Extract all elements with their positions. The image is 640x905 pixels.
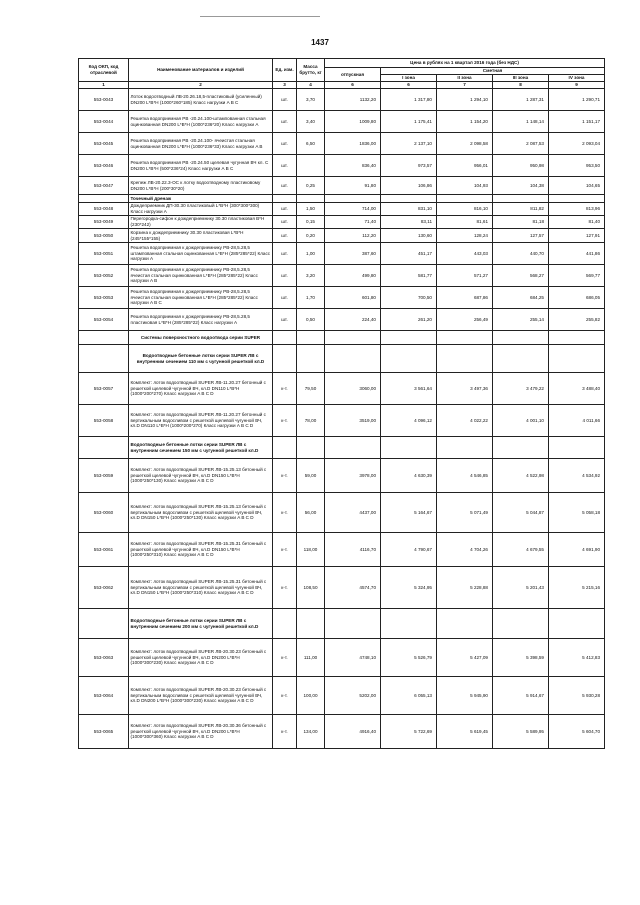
row-release-price: 3978,00	[325, 459, 381, 493]
row-unit: к-т.	[273, 715, 297, 749]
row-zone-1-price: 973,57	[381, 155, 437, 177]
row-unit: к-т.	[273, 493, 297, 533]
row-mass: 118,00	[297, 533, 325, 567]
row-code: 553-0044	[79, 111, 129, 133]
row-mass: 78,00	[297, 405, 325, 437]
row-name: Решетка водоприемная РВ -20.24.100- ячеистая стальная оцинкованная DN200 L*B*H (1000*236*33) Класс нагрузки A B	[129, 133, 273, 155]
row-zone-3-price: 4 001,10	[493, 405, 549, 437]
row-code: 553-0058	[79, 405, 129, 437]
row-zone-2-price: 256,49	[437, 309, 493, 331]
section-row	[79, 437, 605, 459]
row-zone-2-price: 5 228,88	[437, 567, 493, 609]
column-number: 6	[325, 82, 381, 89]
row-mass: 0,50	[297, 309, 325, 331]
row-name: Комплект: лоток водоотводный SUPER ЛВ-15.25.31 бетонный с решеткой щелевой чугунной ВЧ, кл.D DN150 L*B*H (1000*250*310) Класс нагрузки A B C D	[129, 533, 273, 567]
row-zone-3-price: 4 522,98	[493, 459, 549, 493]
row-unit: шт.	[273, 265, 297, 287]
row-mass: 6,50	[297, 133, 325, 155]
row-zone-3-price: 4 679,55	[493, 533, 549, 567]
row-zone-4-price: 3 488,40	[549, 373, 605, 405]
header-zone-3: III зона	[493, 75, 549, 82]
row-zone-1-price	[381, 331, 437, 345]
header-estimate: Сметная	[381, 68, 605, 75]
table-row	[79, 493, 605, 533]
row-mass	[297, 609, 325, 639]
row-zone-2-price	[437, 345, 493, 373]
row-mass	[297, 195, 325, 203]
row-zone-4-price: 686,05	[549, 287, 605, 309]
row-zone-1-price: 1 175,41	[381, 111, 437, 133]
row-name: Комплект: лоток водоотводный SUPER ЛВ-11.20.27 бетонный с решеткой щелевой чугунной ВЧ, кл.D DN110 L*B*H (1000*200*270) Класс нагрузки A B C D	[129, 373, 273, 405]
row-mass: 1,50	[297, 203, 325, 216]
row-code: 553-0051	[79, 243, 129, 265]
row-zone-2-price: 4 022,22	[437, 405, 493, 437]
header-name: Наименование материалов и изделий	[129, 59, 273, 82]
row-zone-4-price: 4 011,66	[549, 405, 605, 437]
row-zone-2-price: 81,61	[437, 216, 493, 229]
row-zone-1-price: 106,86	[381, 177, 437, 195]
row-name: Дождеприемник ДП-30.30 пластиковый L*B*H (300*300*300) Класс нагрузки A	[129, 203, 273, 216]
column-number: 2	[129, 82, 273, 89]
row-mass	[297, 437, 325, 459]
row-code: 553-0053	[79, 287, 129, 309]
row-mass: 56,00	[297, 493, 325, 533]
row-unit: к-т.	[273, 677, 297, 715]
header-zone-1: I зона	[381, 75, 437, 82]
row-zone-2-price: 4 704,26	[437, 533, 493, 567]
header-unit: Ед. изм.	[273, 59, 297, 82]
row-zone-4-price: 441,86	[549, 243, 605, 265]
row-zone-2-price: 5 945,90	[437, 677, 493, 715]
row-zone-1-price: 83,11	[381, 216, 437, 229]
row-code: 553-0049	[79, 216, 129, 229]
column-number: 1	[79, 82, 129, 89]
column-number: 6	[381, 82, 437, 89]
row-zone-2-price	[437, 195, 493, 203]
row-code	[79, 609, 129, 639]
row-zone-4-price: 5 058,18	[549, 493, 605, 533]
row-zone-2-price: 1 294,10	[437, 89, 493, 111]
row-mass: 111,00	[297, 639, 325, 677]
row-zone-1-price: 581,77	[381, 265, 437, 287]
row-code: 553-0064	[79, 677, 129, 715]
row-name: Комплект: лоток водоотводный SUPER ЛВ-20.30.23 бетонный с вертикальным водосливом с решеткой щелевой чугунной ВЧ, кл.D DN200 L*B*H (1000*300*230) Класс нагрузки A B C D	[129, 677, 273, 715]
row-code	[79, 195, 129, 203]
row-zone-1-price: 5 164,67	[381, 493, 437, 533]
row-release-price: 1836,00	[325, 133, 381, 155]
row-zone-4-price	[549, 195, 605, 203]
row-release-price: 224,40	[325, 309, 381, 331]
row-code: 553-0060	[79, 493, 129, 533]
row-name: Решетка водоприемная к дождеприемнику РВ-28,5.28,5 ячеистая стальная оцинкованная L*B*H (285*285*22) Класс нагрузки A B	[129, 265, 273, 287]
header-price-group: Цена в рублях на 1 квартал 2016 года (без НДС)	[325, 59, 605, 68]
table-row	[79, 133, 605, 155]
row-unit: шт.	[273, 89, 297, 111]
header-release: отпускная	[325, 68, 381, 82]
row-zone-3-price	[493, 331, 549, 345]
header-code: Код ОКП, код отраслевой	[79, 59, 129, 82]
row-release-price: 4574,70	[325, 567, 381, 609]
row-mass: 108,50	[297, 567, 325, 609]
row-code: 553-0045	[79, 133, 129, 155]
row-zone-3-price: 440,70	[493, 243, 549, 265]
section-row	[79, 609, 605, 639]
row-name: Решетка водоприемная к дождеприемнику РВ-28,5.28,5 штампованная стальная оцинкованная L*B*H (285*285*22) Класс нагрузки A	[129, 243, 273, 265]
row-zone-4-price: 5 930,28	[549, 677, 605, 715]
row-zone-1-price: 5 722,69	[381, 715, 437, 749]
row-zone-1-price: 3 561,64	[381, 373, 437, 405]
row-name: Комплект: лоток водоотводный SUPER ЛВ-15.25.13 бетонный с решеткой щелевой чугунной ВЧ, кл.D DN150 L*B*H (1000*250*130) Класс нагрузки A B C D	[129, 459, 273, 493]
row-zone-1-price: 831,10	[381, 203, 437, 216]
row-zone-4-price: 1 151,17	[549, 111, 605, 133]
row-release-price	[325, 437, 381, 459]
row-zone-1-price: 4 790,67	[381, 533, 437, 567]
row-name: Решетка водоприемная к дождеприемнику РВ-28,5.28,5 пластиковая L*B*H (285*285*22) Класс нагрузки A	[129, 309, 273, 331]
row-name: Точечный дренаж	[129, 195, 273, 203]
row-zone-2-price: 3 497,36	[437, 373, 493, 405]
row-zone-4-price: 5 604,70	[549, 715, 605, 749]
row-zone-4-price	[549, 345, 605, 373]
row-zone-4-price: 104,65	[549, 177, 605, 195]
table-row	[79, 177, 605, 195]
row-release-price: 4437,00	[325, 493, 381, 533]
row-unit: шт.	[273, 133, 297, 155]
row-zone-1-price: 4 096,12	[381, 405, 437, 437]
row-unit: шт.	[273, 111, 297, 133]
row-zone-4-price: 4 534,92	[549, 459, 605, 493]
row-zone-3-price: 1 287,31	[493, 89, 549, 111]
row-zone-3-price: 3 479,22	[493, 373, 549, 405]
row-name: Комплект: лоток водоотводный SUPER ЛВ-20.30.23 бетонный с решеткой щелевой чугунной ВЧ, кл.D DN200 L*B*H (1000*300*230) Класс нагрузки A B C D	[129, 639, 273, 677]
row-release-price	[325, 195, 381, 203]
row-unit: шт.	[273, 155, 297, 177]
row-release-price: 71,40	[325, 216, 381, 229]
row-zone-1-price: 6 055,13	[381, 677, 437, 715]
table-row	[79, 309, 605, 331]
row-zone-3-price: 568,27	[493, 265, 549, 287]
row-zone-4-price	[549, 609, 605, 639]
table-row	[79, 111, 605, 133]
section-row	[79, 195, 605, 203]
column-number: 7	[437, 82, 493, 89]
table-row	[79, 715, 605, 749]
row-code: 553-0047	[79, 177, 129, 195]
row-release-price	[325, 331, 381, 345]
table-row	[79, 265, 605, 287]
row-zone-4-price: 1 290,71	[549, 89, 605, 111]
row-zone-2-price: 443,03	[437, 243, 493, 265]
row-code: 553-0065	[79, 715, 129, 749]
row-zone-1-price: 4 630,39	[381, 459, 437, 493]
header-mass: Масса брутто, кг	[297, 59, 325, 82]
table-row	[79, 203, 605, 216]
row-release-price	[325, 609, 381, 639]
row-zone-3-price: 81,18	[493, 216, 549, 229]
row-mass: 59,00	[297, 459, 325, 493]
row-unit: шт.	[273, 216, 297, 229]
column-number: 9	[549, 82, 605, 89]
row-zone-4-price: 81,40	[549, 216, 605, 229]
row-zone-4-price: 569,77	[549, 265, 605, 287]
table-row	[79, 639, 605, 677]
row-unit: к-т.	[273, 405, 297, 437]
row-release-price: 3060,00	[325, 373, 381, 405]
row-release-price: 1132,20	[325, 89, 381, 111]
row-zone-3-price: 5 589,95	[493, 715, 549, 749]
row-zone-4-price: 127,91	[549, 229, 605, 243]
row-mass: 79,50	[297, 373, 325, 405]
row-unit	[273, 331, 297, 345]
row-zone-4-price: 5 215,16	[549, 567, 605, 609]
row-code: 553-0063	[79, 639, 129, 677]
row-mass: 0,20	[297, 229, 325, 243]
row-unit: шт.	[273, 309, 297, 331]
row-zone-4-price: 255,82	[549, 309, 605, 331]
row-release-price: 1009,80	[325, 111, 381, 133]
row-unit: шт.	[273, 243, 297, 265]
row-zone-3-price: 2 087,53	[493, 133, 549, 155]
row-code: 553-0050	[79, 229, 129, 243]
row-code: 553-0057	[79, 373, 129, 405]
row-zone-3-price	[493, 437, 549, 459]
row-zone-4-price: 2 093,04	[549, 133, 605, 155]
row-name: Комплект: лоток водоотводный SUPER ЛВ-15.25.13 бетонный с вертикальным водосливом с решеткой щелевой чугунной ВЧ, кл.D DN150 L*B*H (1000*250*130) Класс нагрузки A B C D	[129, 493, 273, 533]
row-zone-3-price: 255,14	[493, 309, 549, 331]
table-row	[79, 533, 605, 567]
row-mass: 3,70	[297, 89, 325, 111]
row-release-price: 3519,00	[325, 405, 381, 437]
row-unit	[273, 195, 297, 203]
row-zone-2-price: 5 427,09	[437, 639, 493, 677]
header-zone-4: IV зона	[549, 75, 605, 82]
row-zone-2-price	[437, 609, 493, 639]
row-unit	[273, 345, 297, 373]
row-name: Комплект: лоток водоотводный SUPER ЛВ-15.25.31 бетонный с вертикальным водосливом с решеткой щелевой чугунной ВЧ, кл.D DN150 L*B*H (1000*250*310) Класс нагрузки A B C D	[129, 567, 273, 609]
row-zone-2-price: 2 098,58	[437, 133, 493, 155]
row-mass: 100,00	[297, 677, 325, 715]
row-name: Системы поверхностного водоотвода серии SUPER	[129, 331, 273, 345]
row-zone-3-price: 1 148,14	[493, 111, 549, 133]
row-zone-1-price: 1 317,80	[381, 89, 437, 111]
row-release-price: 4748,10	[325, 639, 381, 677]
row-unit	[273, 609, 297, 639]
row-zone-3-price: 104,38	[493, 177, 549, 195]
row-unit	[273, 437, 297, 459]
row-zone-4-price	[549, 331, 605, 345]
row-release-price: 387,60	[325, 243, 381, 265]
row-name: Корзина к дождеприемнику 30.30 пластиковая L*B*H (245*155*155)	[129, 229, 273, 243]
row-zone-1-price: 2 137,10	[381, 133, 437, 155]
price-table	[78, 58, 605, 749]
row-zone-2-price: 128,24	[437, 229, 493, 243]
row-code: 553-0061	[79, 533, 129, 567]
row-code: 553-0052	[79, 265, 129, 287]
row-zone-4-price: 4 691,90	[549, 533, 605, 567]
row-release-price: 499,80	[325, 265, 381, 287]
row-zone-3-price	[493, 345, 549, 373]
table-body	[79, 89, 605, 749]
table-row	[79, 216, 605, 229]
column-number: 8	[493, 82, 549, 89]
row-code: 553-0054	[79, 309, 129, 331]
row-code	[79, 437, 129, 459]
row-name: Комплект: лоток водоотводный SUPER ЛВ-11.20.27 бетонный с вертикальным водосливом с решеткой щелевой чугунной ВЧ, кл.D DN110 L*B*H (1000*200*270) Класс нагрузки A B C D	[129, 405, 273, 437]
row-zone-2-price: 104,93	[437, 177, 493, 195]
row-release-price: 4116,70	[325, 533, 381, 567]
row-zone-2-price: 571,27	[437, 265, 493, 287]
row-release-price: 4916,40	[325, 715, 381, 749]
row-mass	[297, 345, 325, 373]
row-zone-2-price: 816,10	[437, 203, 493, 216]
table-row	[79, 89, 605, 111]
row-name: Решетка водоприемная к дождеприемнику РВ-28,5.28,5 ячеистая стальная оцинкованная L*B*H (285*285*22) Класс нагрузки A B C	[129, 287, 273, 309]
row-code	[79, 345, 129, 373]
row-unit: шт.	[273, 287, 297, 309]
row-name: Комплект: лоток водоотводный SUPER ЛВ-20.30.36 бетонный с решеткой щелевой чугунной ВЧ, кл.D DN200 L*B*H (1000*300*360) Класс нагрузки A B C D	[129, 715, 273, 749]
row-zone-3-price: 127,57	[493, 229, 549, 243]
row-zone-4-price: 5 412,83	[549, 639, 605, 677]
row-zone-4-price: 813,96	[549, 203, 605, 216]
row-code: 553-0043	[79, 89, 129, 111]
row-unit: шт.	[273, 177, 297, 195]
row-name: Крепеж ЛВ-20.22.3-ОС к лотку водоотводному пластиковому DN200 L*B*H (200*30*20)	[129, 177, 273, 195]
row-zone-1-price: 261,20	[381, 309, 437, 331]
row-zone-2-price	[437, 331, 493, 345]
row-zone-2-price: 5 619,45	[437, 715, 493, 749]
page-number: 1437	[311, 38, 329, 47]
row-release-price: 714,00	[325, 203, 381, 216]
section-row	[79, 345, 605, 373]
row-zone-3-price: 5 914,67	[493, 677, 549, 715]
table-row	[79, 243, 605, 265]
row-unit: к-т.	[273, 373, 297, 405]
row-zone-1-price	[381, 437, 437, 459]
row-zone-1-price	[381, 345, 437, 373]
row-zone-3-price: 5 201,43	[493, 567, 549, 609]
row-release-price: 836,40	[325, 155, 381, 177]
table-row	[79, 229, 605, 243]
table-row	[79, 405, 605, 437]
row-release-price: 112,20	[325, 229, 381, 243]
row-unit: к-т.	[273, 459, 297, 493]
row-release-price: 5202,00	[325, 677, 381, 715]
row-zone-1-price: 5 324,95	[381, 567, 437, 609]
row-zone-4-price	[549, 437, 605, 459]
row-name: Решетка водоприемная РВ -20.24.50 щелевая чугунная ВЧ кл. C DN200 L*B*H (500*236*24) Класс нагрузки A B C	[129, 155, 273, 177]
row-zone-1-price: 451,17	[381, 243, 437, 265]
row-release-price: 91,80	[325, 177, 381, 195]
row-mass: 1,70	[297, 287, 325, 309]
row-zone-3-price	[493, 609, 549, 639]
row-mass	[297, 331, 325, 345]
row-code	[79, 331, 129, 345]
table-row	[79, 459, 605, 493]
table-row	[79, 373, 605, 405]
row-mass	[297, 155, 325, 177]
row-zone-3-price: 684,25	[493, 287, 549, 309]
row-name: Решетка водоприемная РВ -20.24.100-штампованная стальная оцинкованная DN200 L*B*H (1000*236*20) Класс нагрузки A	[129, 111, 273, 133]
row-mass: 0,25	[297, 177, 325, 195]
row-zone-1-price: 700,50	[381, 287, 437, 309]
row-name: Водоотводные бетонные лотки серии SUPER ЛВ с внутренним сечением 110 мм с чугунной решеткой кл.D	[129, 345, 273, 373]
row-name: Лоток водоотводный ЛВ-20.26.18,5-пластиковый (усиленный) DN200 L*B*H (1000*260*185) Класс нагрузки A B C	[129, 89, 273, 111]
row-zone-1-price: 5 526,79	[381, 639, 437, 677]
row-mass: 134,00	[297, 715, 325, 749]
row-zone-1-price	[381, 195, 437, 203]
row-code: 553-0048	[79, 203, 129, 216]
row-unit: к-т.	[273, 533, 297, 567]
row-zone-1-price	[381, 609, 437, 639]
table-row	[79, 155, 605, 177]
row-release-price: 601,80	[325, 287, 381, 309]
header-zone-2: II зона	[437, 75, 493, 82]
top-rule	[200, 16, 320, 17]
table-row	[79, 287, 605, 309]
section-row	[79, 331, 605, 345]
row-zone-2-price: 687,86	[437, 287, 493, 309]
row-name: Перегородка-сифон к дождеприемнику 30.30 пластиковая B*H (230*242)	[129, 216, 273, 229]
row-code: 553-0059	[79, 459, 129, 493]
row-mass: 1,00	[297, 243, 325, 265]
row-mass: 3,40	[297, 111, 325, 133]
row-zone-3-price: 5 398,59	[493, 639, 549, 677]
row-mass: 0,15	[297, 216, 325, 229]
row-zone-3-price: 950,98	[493, 155, 549, 177]
table-row	[79, 677, 605, 715]
row-zone-2-price: 4 546,85	[437, 459, 493, 493]
table-row	[79, 567, 605, 609]
row-zone-2-price	[437, 437, 493, 459]
row-zone-4-price: 953,50	[549, 155, 605, 177]
row-zone-2-price: 5 071,49	[437, 493, 493, 533]
row-unit: шт.	[273, 229, 297, 243]
row-zone-2-price: 1 154,20	[437, 111, 493, 133]
column-number: 3	[273, 82, 297, 89]
row-release-price	[325, 345, 381, 373]
row-name: Водоотводные бетонные лотки серии SUPER ЛВ с внутренним сечением 200 мм с чугунной решеткой кл.D	[129, 609, 273, 639]
column-number-row	[79, 82, 605, 89]
column-number: 4	[297, 82, 325, 89]
row-name: Водоотводные бетонные лотки серии SUPER ЛВ с внутренним сечением 150 мм с чугунной решеткой кл.D	[129, 437, 273, 459]
row-code: 553-0062	[79, 567, 129, 609]
row-code: 553-0046	[79, 155, 129, 177]
row-zone-2-price: 956,01	[437, 155, 493, 177]
row-zone-3-price	[493, 195, 549, 203]
row-zone-3-price: 811,82	[493, 203, 549, 216]
row-zone-1-price: 130,60	[381, 229, 437, 243]
row-unit: к-т.	[273, 567, 297, 609]
row-unit: к-т.	[273, 639, 297, 677]
row-zone-3-price: 5 044,87	[493, 493, 549, 533]
row-mass: 3,20	[297, 265, 325, 287]
row-unit: шт.	[273, 203, 297, 216]
